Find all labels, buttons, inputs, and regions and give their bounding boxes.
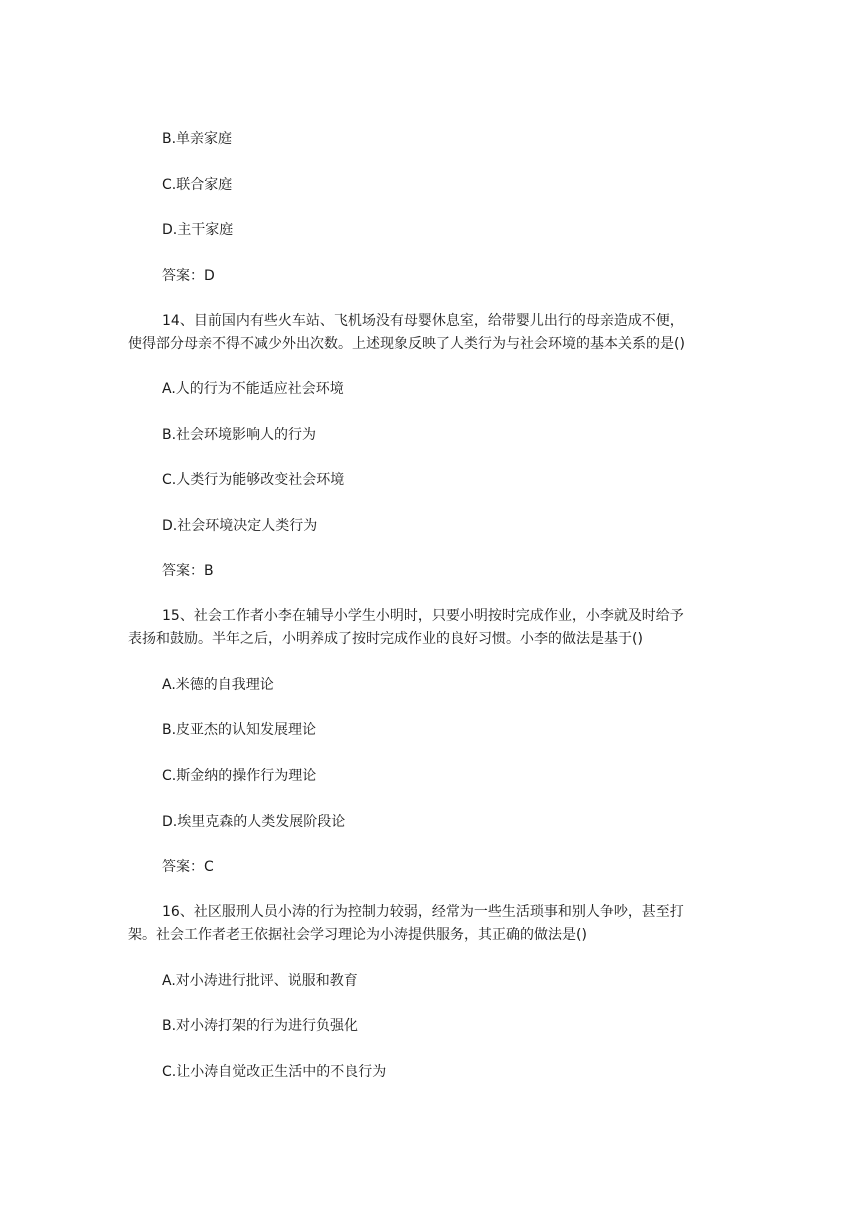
q14-option-b: B.社会环境影响人的行为	[162, 427, 317, 443]
q14-stem	[128, 310, 722, 356]
q15-option-c: C.斯金纳的操作行为理论	[162, 768, 317, 784]
q16-option-b: B.对小涛打架的行为进行负强化	[162, 1018, 359, 1034]
q15-stem	[128, 605, 722, 651]
q14-option-d: D.社会环境决定人类行为	[162, 518, 318, 534]
q16-stem-line-2: 架。社会工作者老王依据社会学习理论为小涛提供服务，其正确的做法是()	[128, 927, 587, 943]
q15-option-d: D.埃里克森的人类发展阶段论	[162, 814, 346, 830]
q13-option-d: D.主干家庭	[162, 222, 234, 238]
q14-stem-line-1: 14、目前国内有些火车站、飞机场没有母婴休息室，给带婴儿出行的母亲造成不便，	[162, 313, 684, 329]
q15-answer: 答案：C	[162, 859, 214, 875]
q15-option-b: B.皮亚杰的认知发展理论	[162, 722, 317, 738]
q14-answer: 答案：B	[162, 563, 214, 579]
q15-stem-line-2: 表扬和鼓励。半年之后，小明养成了按时完成作业的良好习惯。小李的做法是基于()	[128, 631, 643, 647]
q16-option-a: A.对小涛进行批评、说服和教育	[162, 973, 358, 989]
q14-option-a: A.人的行为不能适应社会环境	[162, 381, 344, 397]
q14-stem-line-2: 使得部分母亲不得不减少外出次数。上述现象反映了人类行为与社会环境的基本关系的是()	[128, 336, 685, 352]
q13-answer: 答案：D	[162, 268, 215, 284]
q16-stem	[128, 901, 722, 947]
q15-stem-line-1: 15、社会工作者小李在辅导小学生小明时，只要小明按时完成作业，小李就及时给予	[162, 608, 684, 624]
q14-option-c: C.人类行为能够改变社会环境	[162, 472, 345, 488]
q13-option-c: C.联合家庭	[162, 177, 233, 193]
q15-option-a: A.米德的自我理论	[162, 677, 274, 693]
q16-stem-line-1: 16、社区服刑人员小涛的行为控制力较弱，经常为一些生活琐事和别人争吵，甚至打	[162, 904, 684, 920]
q16-option-c: C.让小涛自觉改正生活中的不良行为	[162, 1064, 387, 1080]
q13-option-b: B.单亲家庭	[162, 131, 233, 147]
